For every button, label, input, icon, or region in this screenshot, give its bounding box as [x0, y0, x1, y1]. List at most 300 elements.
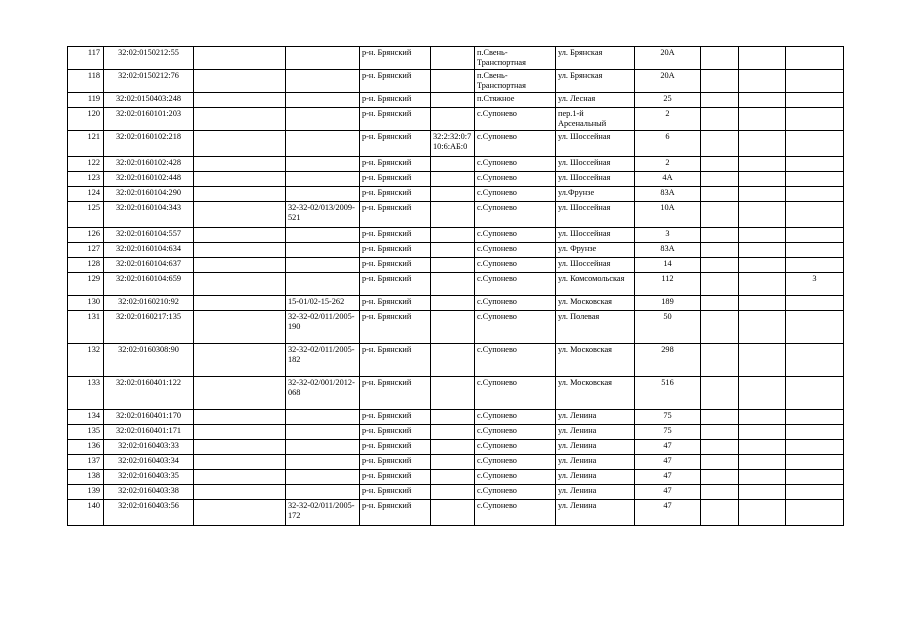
registration-number [286, 258, 360, 273]
empty-cell [739, 202, 786, 228]
empty-cell [701, 243, 739, 258]
row-number: 128 [68, 258, 104, 273]
street: ул. Ленина [556, 500, 635, 526]
registration-number: 15-01/02-15-262 [286, 296, 360, 311]
row-number: 140 [68, 500, 104, 526]
house-number: 47 [635, 440, 701, 455]
settlement: с.Супонево [475, 440, 556, 455]
empty-cell [701, 410, 739, 425]
house-number: 83А [635, 187, 701, 202]
registration-cell [194, 425, 286, 440]
table-row [68, 70, 844, 93]
cadastral-number: 32:02:0160102:448 [104, 172, 194, 187]
cadastral-number: 32:02:0160403:35 [104, 470, 194, 485]
house-number: 75 [635, 425, 701, 440]
empty-cell [739, 273, 786, 296]
empty-cell [739, 187, 786, 202]
district: р-н. Брянский [360, 455, 431, 470]
cadastral-number: 32:02:0160104:343 [104, 202, 194, 228]
house-number: 50 [635, 311, 701, 344]
registration-cell [194, 485, 286, 500]
registration-number [286, 187, 360, 202]
registration-number: 32-32-02/001/2012-068 [286, 377, 360, 410]
table-row [68, 172, 844, 187]
cadastral-number: 32:02:0160102:428 [104, 157, 194, 172]
street: ул. Московская [556, 344, 635, 377]
settlement: с.Супонево [475, 172, 556, 187]
district: р-н. Брянский [360, 440, 431, 455]
settlement: с.Супонево [475, 131, 556, 157]
empty-cell [701, 500, 739, 526]
registration-number [286, 485, 360, 500]
settlement: с.Супонево [475, 243, 556, 258]
empty-cell [739, 157, 786, 172]
row-number: 130 [68, 296, 104, 311]
street: ул. Комсомольская [556, 273, 635, 296]
registration-number [286, 70, 360, 93]
empty-cell [701, 470, 739, 485]
settlement: с.Супонево [475, 273, 556, 296]
registration-cell [194, 70, 286, 93]
district: р-н. Брянский [360, 172, 431, 187]
house-number: 3 [635, 228, 701, 243]
extra-value [786, 500, 844, 526]
registration-cell [194, 273, 286, 296]
registration-cell [194, 131, 286, 157]
object-code [431, 108, 475, 131]
district: р-н. Брянский [360, 470, 431, 485]
district: р-н. Брянский [360, 228, 431, 243]
registration-number [286, 243, 360, 258]
registration-cell [194, 470, 286, 485]
street: ул. Брянская [556, 47, 635, 70]
settlement: с.Супонево [475, 202, 556, 228]
registration-cell [194, 455, 286, 470]
object-code [431, 455, 475, 470]
extra-value [786, 410, 844, 425]
settlement: с.Супонево [475, 455, 556, 470]
house-number: 47 [635, 485, 701, 500]
empty-cell [701, 273, 739, 296]
settlement: с.Супонево [475, 500, 556, 526]
district: р-н. Брянский [360, 108, 431, 131]
registration-number [286, 455, 360, 470]
registration-number [286, 470, 360, 485]
extra-value [786, 228, 844, 243]
empty-cell [701, 258, 739, 273]
row-number: 131 [68, 311, 104, 344]
extra-value [786, 258, 844, 273]
extra-value [786, 47, 844, 70]
extra-value [786, 187, 844, 202]
empty-cell [739, 93, 786, 108]
empty-cell [739, 377, 786, 410]
cadastral-number: 32:02:0160403:34 [104, 455, 194, 470]
empty-cell [739, 500, 786, 526]
cadastral-number: 32:02:0160102:218 [104, 131, 194, 157]
district: р-н. Брянский [360, 273, 431, 296]
house-number: 25 [635, 93, 701, 108]
registration-cell [194, 296, 286, 311]
settlement: с.Супонево [475, 470, 556, 485]
object-code [431, 172, 475, 187]
registration-number [286, 425, 360, 440]
object-code [431, 440, 475, 455]
object-code [431, 296, 475, 311]
empty-cell [701, 202, 739, 228]
table-row [68, 187, 844, 202]
table-row [68, 273, 844, 296]
settlement: с.Супонево [475, 228, 556, 243]
house-number: 6 [635, 131, 701, 157]
street: ул. Шоссейная [556, 258, 635, 273]
empty-cell [739, 455, 786, 470]
house-number: 2 [635, 108, 701, 131]
row-number: 125 [68, 202, 104, 228]
district: р-н. Брянский [360, 377, 431, 410]
row-number: 133 [68, 377, 104, 410]
empty-cell [701, 47, 739, 70]
table-body [68, 47, 844, 526]
empty-cell [701, 455, 739, 470]
settlement: с.Супонево [475, 296, 556, 311]
cadastral-number: 32:02:0160104:637 [104, 258, 194, 273]
cadastral-number: 32:02:0160101:203 [104, 108, 194, 131]
street: ул. Брянская [556, 70, 635, 93]
table-row [68, 202, 844, 228]
house-number: 2 [635, 157, 701, 172]
row-number: 132 [68, 344, 104, 377]
street: ул. Шоссейная [556, 157, 635, 172]
registration-cell [194, 108, 286, 131]
registration-cell [194, 377, 286, 410]
object-code [431, 377, 475, 410]
empty-cell [701, 93, 739, 108]
house-number: 47 [635, 500, 701, 526]
extra-value: 3 [786, 273, 844, 296]
registration-number [286, 108, 360, 131]
cadastral-number: 32:02:0160104:557 [104, 228, 194, 243]
cadastral-number: 32:02:0160403:56 [104, 500, 194, 526]
settlement: с.Супонево [475, 311, 556, 344]
cadastral-number: 32:02:0160403:38 [104, 485, 194, 500]
district: р-н. Брянский [360, 70, 431, 93]
property-table [67, 46, 844, 526]
extra-value [786, 440, 844, 455]
extra-value [786, 172, 844, 187]
district: р-н. Брянский [360, 243, 431, 258]
row-number: 120 [68, 108, 104, 131]
row-number: 122 [68, 157, 104, 172]
registration-number [286, 172, 360, 187]
registration-number [286, 440, 360, 455]
extra-value [786, 311, 844, 344]
cadastral-number: 32:02:0160217:135 [104, 311, 194, 344]
district: р-н. Брянский [360, 202, 431, 228]
settlement: с.Супонево [475, 410, 556, 425]
house-number: 298 [635, 344, 701, 377]
house-number: 14 [635, 258, 701, 273]
district: р-н. Брянский [360, 425, 431, 440]
table-row [68, 311, 844, 344]
settlement: с.Супонево [475, 344, 556, 377]
empty-cell [701, 108, 739, 131]
table-row [68, 47, 844, 70]
table-row [68, 93, 844, 108]
object-code [431, 485, 475, 500]
row-number: 124 [68, 187, 104, 202]
empty-cell [701, 440, 739, 455]
cadastral-number: 32:02:0150212:55 [104, 47, 194, 70]
settlement: с.Супонево [475, 425, 556, 440]
cadastral-number: 32:02:0160104:634 [104, 243, 194, 258]
registration-cell [194, 410, 286, 425]
registration-cell [194, 344, 286, 377]
empty-cell [701, 344, 739, 377]
table-row [68, 425, 844, 440]
registration-number: 32-32-02/011/2005-172 [286, 500, 360, 526]
registration-number: 32-32-02/013/2009-521 [286, 202, 360, 228]
street: ул. Шоссейная [556, 131, 635, 157]
registration-number [286, 157, 360, 172]
extra-value [786, 455, 844, 470]
street: ул. Шоссейная [556, 172, 635, 187]
empty-cell [739, 108, 786, 131]
empty-cell [739, 344, 786, 377]
extra-value [786, 131, 844, 157]
street: ул. Ленина [556, 470, 635, 485]
cadastral-number: 32:02:0150212:76 [104, 70, 194, 93]
house-number: 83А [635, 243, 701, 258]
table-row [68, 243, 844, 258]
object-code [431, 258, 475, 273]
empty-cell [739, 311, 786, 344]
cadastral-number: 32:02:0150403:248 [104, 93, 194, 108]
house-number: 47 [635, 470, 701, 485]
registration-cell [194, 440, 286, 455]
object-code [431, 500, 475, 526]
table-row [68, 410, 844, 425]
registration-number [286, 410, 360, 425]
district: р-н. Брянский [360, 93, 431, 108]
district: р-н. Брянский [360, 258, 431, 273]
empty-cell [739, 296, 786, 311]
registration-cell [194, 311, 286, 344]
district: р-н. Брянский [360, 311, 431, 344]
row-number: 118 [68, 70, 104, 93]
extra-value [786, 243, 844, 258]
table-row [68, 108, 844, 131]
extra-value [786, 470, 844, 485]
settlement: с.Супонево [475, 187, 556, 202]
empty-cell [701, 70, 739, 93]
extra-value [786, 377, 844, 410]
table-row [68, 131, 844, 157]
table-row [68, 470, 844, 485]
registration-number: 32-32-02/011/2005-190 [286, 311, 360, 344]
row-number: 127 [68, 243, 104, 258]
empty-cell [701, 172, 739, 187]
row-number: 129 [68, 273, 104, 296]
house-number: 20А [635, 47, 701, 70]
street: ул. Московская [556, 377, 635, 410]
row-number: 123 [68, 172, 104, 187]
table-row [68, 228, 844, 243]
street: ул.Фрунзе [556, 187, 635, 202]
object-code [431, 243, 475, 258]
empty-cell [739, 410, 786, 425]
object-code [431, 410, 475, 425]
table-row [68, 500, 844, 526]
empty-cell [739, 131, 786, 157]
object-code [431, 425, 475, 440]
object-code [431, 47, 475, 70]
empty-cell [739, 70, 786, 93]
empty-cell [701, 425, 739, 440]
extra-value [786, 485, 844, 500]
settlement: с.Супонево [475, 377, 556, 410]
registration-number [286, 228, 360, 243]
district: р-н. Брянский [360, 485, 431, 500]
street: ул. Фрунзе [556, 243, 635, 258]
table-row [68, 157, 844, 172]
district: р-н. Брянский [360, 296, 431, 311]
district: р-н. Брянский [360, 344, 431, 377]
settlement: с.Супонево [475, 485, 556, 500]
house-number: 20А [635, 70, 701, 93]
cadastral-number: 32:02:0160401:122 [104, 377, 194, 410]
object-code [431, 311, 475, 344]
house-number: 516 [635, 377, 701, 410]
cadastral-number: 32:02:0160210:92 [104, 296, 194, 311]
house-number: 4А [635, 172, 701, 187]
street: ул. Шоссейная [556, 228, 635, 243]
registration-number [286, 93, 360, 108]
cadastral-number: 32:02:0160403:33 [104, 440, 194, 455]
table-row [68, 258, 844, 273]
row-number: 126 [68, 228, 104, 243]
object-code [431, 344, 475, 377]
registration-cell [194, 172, 286, 187]
district: р-н. Брянский [360, 131, 431, 157]
street: ул. Ленина [556, 455, 635, 470]
registration-cell [194, 47, 286, 70]
district: р-н. Брянский [360, 500, 431, 526]
table-row [68, 344, 844, 377]
object-code [431, 157, 475, 172]
extra-value [786, 202, 844, 228]
empty-cell [739, 470, 786, 485]
street: ул. Ленина [556, 485, 635, 500]
registration-cell [194, 93, 286, 108]
registration-number [286, 47, 360, 70]
registration-number [286, 131, 360, 157]
street: ул. Ленина [556, 440, 635, 455]
cadastral-number: 32:02:0160308:90 [104, 344, 194, 377]
cadastral-number: 32:02:0160104:659 [104, 273, 194, 296]
empty-cell [701, 296, 739, 311]
empty-cell [739, 243, 786, 258]
empty-cell [739, 485, 786, 500]
settlement: с.Супонево [475, 258, 556, 273]
empty-cell [739, 47, 786, 70]
street: ул. Ленина [556, 425, 635, 440]
table-row [68, 485, 844, 500]
empty-cell [701, 485, 739, 500]
row-number: 138 [68, 470, 104, 485]
extra-value [786, 70, 844, 93]
object-code [431, 202, 475, 228]
settlement: с.Супонево [475, 108, 556, 131]
row-number: 136 [68, 440, 104, 455]
district: р-н. Брянский [360, 157, 431, 172]
settlement: п.Свень-Транспортная [475, 70, 556, 93]
settlement: п.Свень-Транспортная [475, 47, 556, 70]
street: пер.1-й Арсенальный [556, 108, 635, 131]
registration-cell [194, 157, 286, 172]
house-number: 112 [635, 273, 701, 296]
empty-cell [739, 172, 786, 187]
extra-value [786, 425, 844, 440]
street: ул. Лесная [556, 93, 635, 108]
empty-cell [701, 131, 739, 157]
registration-cell [194, 202, 286, 228]
row-number: 137 [68, 455, 104, 470]
cadastral-number: 32:02:0160104:290 [104, 187, 194, 202]
row-number: 135 [68, 425, 104, 440]
object-code [431, 228, 475, 243]
house-number: 75 [635, 410, 701, 425]
empty-cell [739, 228, 786, 243]
registration-number [286, 273, 360, 296]
empty-cell [739, 440, 786, 455]
empty-cell [701, 377, 739, 410]
street: ул. Ленина [556, 410, 635, 425]
house-number: 10А [635, 202, 701, 228]
extra-value [786, 344, 844, 377]
object-code [431, 470, 475, 485]
table-row [68, 455, 844, 470]
registration-cell [194, 258, 286, 273]
object-code [431, 93, 475, 108]
row-number: 117 [68, 47, 104, 70]
extra-value [786, 108, 844, 131]
row-number: 121 [68, 131, 104, 157]
row-number: 134 [68, 410, 104, 425]
row-number: 139 [68, 485, 104, 500]
cadastral-number: 32:02:0160401:170 [104, 410, 194, 425]
registration-cell [194, 243, 286, 258]
settlement: с.Супонево [475, 157, 556, 172]
row-number: 119 [68, 93, 104, 108]
registration-number: 32-32-02/011/2005-182 [286, 344, 360, 377]
district: р-н. Брянский [360, 47, 431, 70]
empty-cell [701, 187, 739, 202]
object-code [431, 187, 475, 202]
house-number: 189 [635, 296, 701, 311]
empty-cell [701, 311, 739, 344]
table-row [68, 440, 844, 455]
settlement: п.Стяжное [475, 93, 556, 108]
object-code: 32:2:32:0:7 10:6:АБ:0 [431, 131, 475, 157]
house-number: 47 [635, 455, 701, 470]
extra-value [786, 93, 844, 108]
object-code [431, 273, 475, 296]
empty-cell [739, 425, 786, 440]
district: р-н. Брянский [360, 410, 431, 425]
registration-cell [194, 228, 286, 243]
object-code [431, 70, 475, 93]
